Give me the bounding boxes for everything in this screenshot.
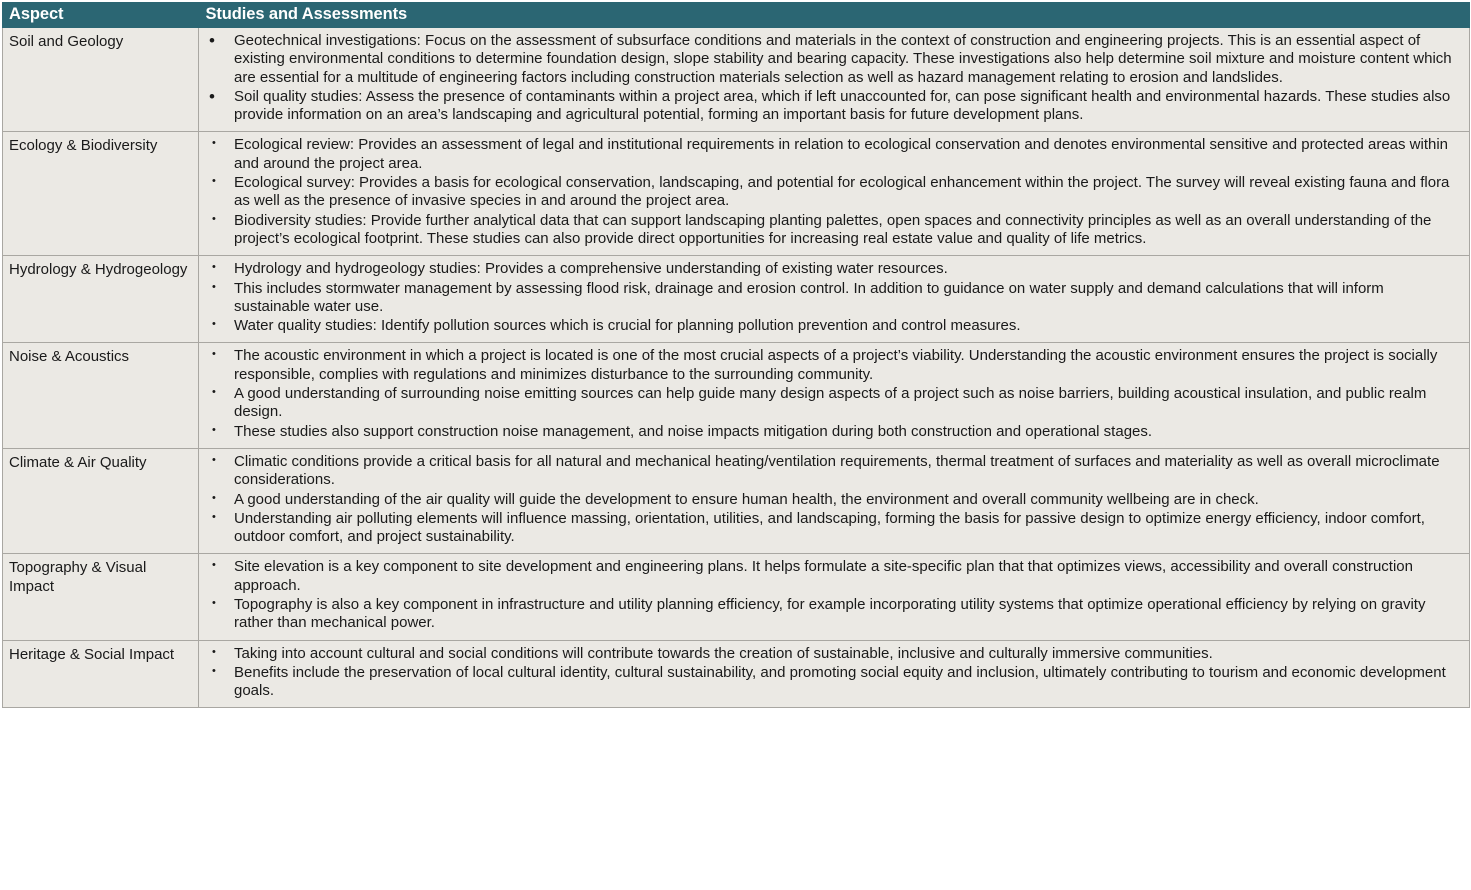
bullet-point-icon: • xyxy=(212,423,216,436)
studies-cell xyxy=(199,132,1470,256)
aspect-cell: Topography & Visual Impact xyxy=(3,554,199,640)
table-header-row xyxy=(3,3,1470,28)
bullet-text: Soil quality studies: Assess the presence of contaminants within a project area, which if left unaccounted for, can pose significant health and environmental hazards. These studies also provide information on an area’s landscaping and agricultural potential, forming an important basis for future development plans. xyxy=(234,87,1451,124)
bullet-text: Climatic conditions provide a critical basis for all natural and mechanical heating/ventilation requirements, thermal treatment of surfaces and materiality as well as overall microclimate considerations. xyxy=(234,452,1440,489)
aspect-cell: Heritage & Social Impact xyxy=(3,640,199,708)
aspect-cell: Hydrology & Hydrogeology xyxy=(3,256,199,343)
bullet-item xyxy=(201,32,1461,87)
table-row xyxy=(3,554,1470,640)
bullet-text: A good understanding of surrounding noise emitting sources can help guide many design aspects of a project such as noise barriers, building acoustical insulation, and public realm design. xyxy=(234,385,1427,421)
bullet-item xyxy=(201,423,1461,441)
bullet-item xyxy=(201,88,1461,125)
bullet-point-icon: • xyxy=(212,491,216,504)
bullet-point-icon: • xyxy=(212,280,216,293)
bullet-item xyxy=(201,347,1461,384)
bullet-point-icon: • xyxy=(212,386,216,399)
bullet-item xyxy=(201,491,1461,509)
bullet-item xyxy=(201,558,1461,595)
bullet-text: Ecological survey: Provides a basis for ecological conservation, landscaping, and potential for ecological enhancement within the project. The survey will reveal existing fauna and flora as well as the presence of invasive species in and around the project area. xyxy=(234,174,1450,210)
table-body xyxy=(3,27,1470,708)
bullet-point-icon: • xyxy=(212,318,216,331)
bullet-text: Site elevation is a key component to site development and engineering plans. It helps formulate a site-specific plan that that optimizes views, accessibility and overall construction approach. xyxy=(234,558,1413,594)
bullet-text: Benefits include the preservation of local cultural identity, cultural sustainability, and promoting social equity and inclusion, ultimately contributing to tourism and economic development goals. xyxy=(234,663,1446,700)
aspect-cell: Soil and Geology xyxy=(3,27,199,131)
bullet-item xyxy=(201,174,1461,211)
studies-cell xyxy=(199,640,1470,708)
studies-cell xyxy=(199,448,1470,553)
bullet-text: Geotechnical investigations: Focus on the assessment of subsurface conditions and materials in the context of construction and engineering projects. This is an essential aspect of existing environmental conditions to determine foundation design, slope stability and bearing capacity. These investigations also help determine soil mixture and moisture content which are essential for a multitude of engineering factors including construction materials selection as well as hazard management relating to erosion and landslides. xyxy=(234,31,1452,86)
table-row xyxy=(3,640,1470,708)
bullet-point-icon: • xyxy=(212,175,216,188)
aspect-cell: Ecology & Biodiversity xyxy=(3,132,199,256)
studies-cell xyxy=(199,554,1470,640)
table-row xyxy=(3,132,1470,256)
bullet-item xyxy=(201,385,1461,422)
bullet-list xyxy=(201,347,1461,440)
bullet-point-icon: • xyxy=(209,30,215,50)
studies-cell xyxy=(199,27,1470,131)
bullet-text: A good understanding of the air quality will guide the development to ensure human health, the environment and overall community wellbeing are in check. xyxy=(234,490,1259,508)
bullet-point-icon: • xyxy=(212,510,216,523)
bullet-item xyxy=(201,280,1461,317)
bullet-list xyxy=(201,453,1461,546)
bullet-item xyxy=(201,453,1461,490)
bullet-item xyxy=(201,212,1461,249)
bullet-point-icon: • xyxy=(212,559,216,572)
bullet-list xyxy=(201,260,1461,335)
bullet-item xyxy=(201,136,1461,173)
bullet-point-icon: • xyxy=(212,212,216,225)
bullet-point-icon: • xyxy=(212,261,216,274)
bullet-text: These studies also support construction noise management, and noise impacts mitigation during both construction and operational stages. xyxy=(234,422,1153,440)
bullet-item xyxy=(201,260,1461,278)
bullet-point-icon: • xyxy=(212,596,216,609)
table-row xyxy=(3,27,1470,131)
bullet-text: The acoustic environment in which a project is located is one of the most crucial aspects of a project’s viability. Understanding the acoustic environment ensures the project is socially responsible, complies with regulations and minimizes disturbance to the surrounding community. xyxy=(234,347,1438,383)
bullet-list xyxy=(201,136,1461,248)
bullet-item xyxy=(201,596,1461,633)
bullet-list xyxy=(201,32,1461,124)
bullet-point-icon: • xyxy=(212,348,216,361)
table-row xyxy=(3,448,1470,553)
aspect-cell: Noise & Acoustics xyxy=(3,343,199,448)
bullet-text: Hydrology and hydrogeology studies: Provides a comprehensive understanding of existing water resources. xyxy=(234,260,948,278)
bullet-text: Ecological review: Provides an assessment of legal and institutional requirements in relation to ecological conservation and denotes environmental sensitive and protected areas within and around the project area. xyxy=(234,136,1449,172)
bullet-text: Topography is also a key component in infrastructure and utility planning efficiency, for example incorporating utility systems that optimize operational efficiency by relying on gravity rather than mechanical power. xyxy=(234,595,1426,632)
studies-cell xyxy=(199,256,1470,343)
column-header-aspect: Aspect xyxy=(3,3,199,28)
bullet-text: Water quality studies: Identify pollution sources which is crucial for planning pollution prevention and control measures. xyxy=(234,317,1021,335)
table-header xyxy=(3,3,1470,28)
bullet-point-icon: • xyxy=(209,86,215,106)
bullet-point-icon: • xyxy=(212,453,216,466)
table-row xyxy=(3,343,1470,448)
aspect-cell: Climate & Air Quality xyxy=(3,448,199,553)
bullet-point-icon: • xyxy=(212,137,216,150)
bullet-text: This includes stormwater management by assessing flood risk, drainage and erosion control. In addition to guidance on water supply and demand calculations that will inform sustainable water use. xyxy=(234,279,1384,315)
bullet-list xyxy=(201,645,1461,701)
table-row xyxy=(3,256,1470,343)
bullet-item xyxy=(201,510,1461,547)
bullet-text: Understanding air polluting elements will influence massing, orientation, utilities, and landscaping, forming the basis for passive design to optimize energy efficiency, indoor comfort, outdoor comfort, and project sustainability. xyxy=(234,509,1425,546)
bullet-point-icon: • xyxy=(212,664,216,677)
bullet-list xyxy=(201,558,1461,632)
bullet-item xyxy=(201,317,1461,335)
column-header-studies: Studies and Assessments xyxy=(199,3,1470,28)
studies-cell xyxy=(199,343,1470,448)
bullet-text: Taking into account cultural and social conditions will contribute towards the creation of sustainable, inclusive and culturally immersive communities. xyxy=(234,644,1213,662)
bullet-text: Biodiversity studies: Provide further analytical data that can support landscaping planting palettes, open spaces and connectivity principles as well as an overall understanding of the project’s ecological footprint. These studies can also provide direct opportunities for increasing real estate value and quality of life metrics. xyxy=(234,211,1432,247)
bullet-item xyxy=(201,645,1461,663)
bullet-point-icon: • xyxy=(212,645,216,658)
bullet-item xyxy=(201,664,1461,701)
environmental-aspects-table xyxy=(2,2,1470,708)
